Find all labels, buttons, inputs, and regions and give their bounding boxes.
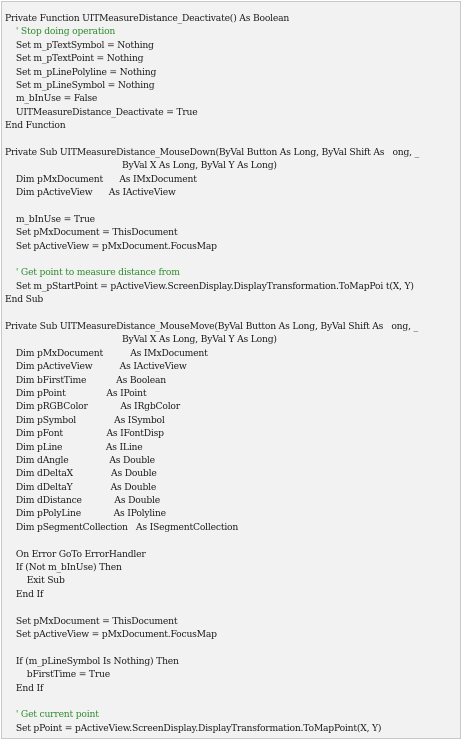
- code-line: On Error GoTo ErrorHandler: [5, 548, 146, 560]
- blank-line: [5, 534, 461, 547]
- code-line: Exit Sub: [5, 575, 65, 587]
- blank-line: [5, 695, 461, 708]
- code-line: bFirstTime = True: [5, 669, 110, 681]
- code-line: Dim dDeltaY As Double: [5, 481, 157, 493]
- code-line: Dim pSymbol As ISymbol: [5, 414, 165, 426]
- code-line: End If: [5, 682, 44, 694]
- code-line: Set pActiveView = pMxDocument.FocusMap: [5, 628, 217, 640]
- code-line: Dim dDeltaX As Double: [5, 468, 157, 480]
- code-line: End Sub: [5, 294, 44, 306]
- code-line: If (m_pLineSymbol Is Nothing) Then: [5, 655, 179, 667]
- code-line: Set pPoint = pActiveView.ScreenDisplay.DisplayTransformation.ToMapPoint(X, Y): [5, 722, 382, 734]
- blank-line: [5, 133, 461, 146]
- code-line: m_bInUse = True: [5, 213, 95, 225]
- code-line: Dim pActiveView As IActiveView: [5, 361, 187, 373]
- code-line: Dim pPolyLine As IPolyline: [5, 508, 166, 520]
- code-line: Dim pLine As ILine: [5, 441, 143, 453]
- code-line: ByVal X As Long, ByVal Y As Long): [5, 334, 277, 346]
- blank-line: [5, 307, 461, 320]
- code-line: If (Not m_bInUse) Then: [5, 562, 122, 574]
- code-line: Set m_pTextSymbol = Nothing: [5, 39, 154, 51]
- code-line: Set m_pTextPoint = Nothing: [5, 53, 144, 65]
- code-line: Dim dAngle As Double: [5, 454, 155, 466]
- code-line: Dim pSegmentCollection As ISegmentCollection: [5, 521, 239, 533]
- code-line: Dim pMxDocument As IMxDocument: [5, 173, 197, 185]
- code-line: Set m_pStartPoint = pActiveView.ScreenDisplay.DisplayTransformation.ToMapPoi t(X, Y): [5, 280, 414, 292]
- code-line: UITMeasureDistance_Deactivate = True: [5, 106, 198, 118]
- code-line: Private Function UITMeasureDistance_Deactivate() As Boolean: [5, 13, 290, 24]
- code-line: End Function: [5, 120, 66, 132]
- code-line: Dim pFont As IFontDisp: [5, 428, 164, 440]
- blank-line: [5, 601, 461, 614]
- code-line: Dim pActiveView As IActiveView: [5, 187, 176, 199]
- code-line: Private Sub UITMeasureDistance_MouseMove(ByVal Button As Long, ByVal Shift As ong, _: [5, 320, 418, 332]
- code-line: End If: [5, 588, 44, 600]
- code-line: Set m_pLinePolyline = Nothing: [5, 66, 157, 78]
- code-comment-line: ' Stop doing operation: [5, 26, 116, 38]
- code-line: Private Sub UITMeasureDistance_MouseDown(ByVal Button As Long, ByVal Shift As ong, _: [5, 146, 420, 158]
- code-line: Dim pMxDocument As IMxDocument: [5, 347, 208, 359]
- code-line: Set m_pLineSymbol = Nothing: [5, 79, 155, 91]
- code-line: Dim bFirstTime As Boolean: [5, 374, 167, 386]
- code-lines: [5, 12, 461, 735]
- code-line: ByVal X As Long, ByVal Y As Long): [5, 160, 277, 172]
- blank-line: [5, 641, 461, 654]
- code-comment-line: ' Get current point: [5, 709, 99, 721]
- code-line: m_bInUse = False: [5, 93, 98, 105]
- blank-line: [5, 253, 461, 266]
- code-line: Set pMxDocument = ThisDocument: [5, 227, 178, 239]
- code-line: Set pMxDocument = ThisDocument: [5, 615, 178, 627]
- code-comment-line: ' Get point to measure distance from: [5, 267, 180, 279]
- code-line: Dim pRGBColor As IRgbColor: [5, 401, 180, 413]
- code-line: Dim dDistance As Double: [5, 495, 160, 507]
- code-line: Set pActiveView = pMxDocument.FocusMap: [5, 240, 217, 252]
- blank-line: [5, 199, 461, 212]
- code-line: Dim pPoint As IPoint: [5, 387, 147, 399]
- code-listing-panel: [1, 1, 461, 739]
